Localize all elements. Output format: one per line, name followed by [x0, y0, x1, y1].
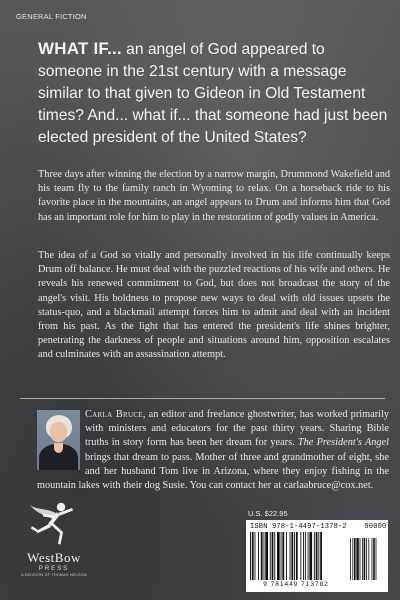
author-bio: [37, 408, 389, 493]
publisher-press: PRESS: [38, 566, 70, 572]
synopsis-paragraph-1: Three days after winning the election by a narrow margin, Drummond Wakefield and his team fly to the family ranch in Wyoming to relax. On a horseback ride to his favorite place in the mountains, an angel appears to Drum and informs him that God has an important role for him to play in the restoration of godly values in America.: [38, 169, 390, 223]
author-bio-text-1: , an editor and freelance ghostwriter, has worked primarily with ministers and educators for the past thirty years. Sharing Bible truths in story form has been her dream for years.: [85, 409, 389, 449]
hook-lead: WHAT IF...: [38, 39, 122, 58]
price-label: U.S. $22.95: [248, 509, 288, 518]
book-title-reference: The President's Angel: [297, 437, 389, 449]
hook-headline: [38, 38, 390, 149]
isbn-number: [250, 523, 387, 531]
barcode-digits: 9 781449 713782: [263, 581, 329, 588]
author-bio-text-2: brings that dream to pass. Mother of three and grandmother of eight, she and her husband Tom live in Arizona, where they enjoy fishing in the mountain lakes with their dog Susie. You can contact her at carlaabruce@cox.net.: [37, 451, 389, 492]
genre-label: GENERAL FICTION: [16, 12, 87, 21]
hook-text: an angel of God appeared to someone in the 21st century with a message similar to that given to Gideon in Old Testament times? And... what if... that someone had just been elected president of the United States?: [38, 41, 388, 146]
synopsis-paragraph-2: The idea of a God so vitally and personally involved in his life continually keeps Drum off balance. He must deal with the puzzled reactions of his wife and others. He reveals his renewed commitment to God, but does not broadcast the story of the angel's visit. His boldness to propose new ways to deal with old issues upsets the status-quo, and a blackmail attempt forces him to admit and deal with an incident from his past. As the light that has entered the president's life shines brighter, penetrating the darkness of people and situations around him, opposition escalates and culminates with an assassination attempt.: [38, 250, 390, 361]
isbn-label: ISBN 978-1-4497-1378-2: [250, 523, 347, 531]
running-figure-icon: [26, 500, 82, 548]
author-name: Carla Bruce: [85, 409, 143, 420]
isbn-addon: 90000: [364, 523, 387, 531]
isbn-barcode: [246, 520, 388, 592]
barcode-graphic: [250, 532, 384, 580]
publisher-division: A DIVISION OF THOMAS NELSON: [21, 573, 87, 577]
publisher-logo: [14, 500, 94, 595]
publisher-name: WestBow: [27, 550, 81, 565]
section-divider: [20, 398, 385, 399]
